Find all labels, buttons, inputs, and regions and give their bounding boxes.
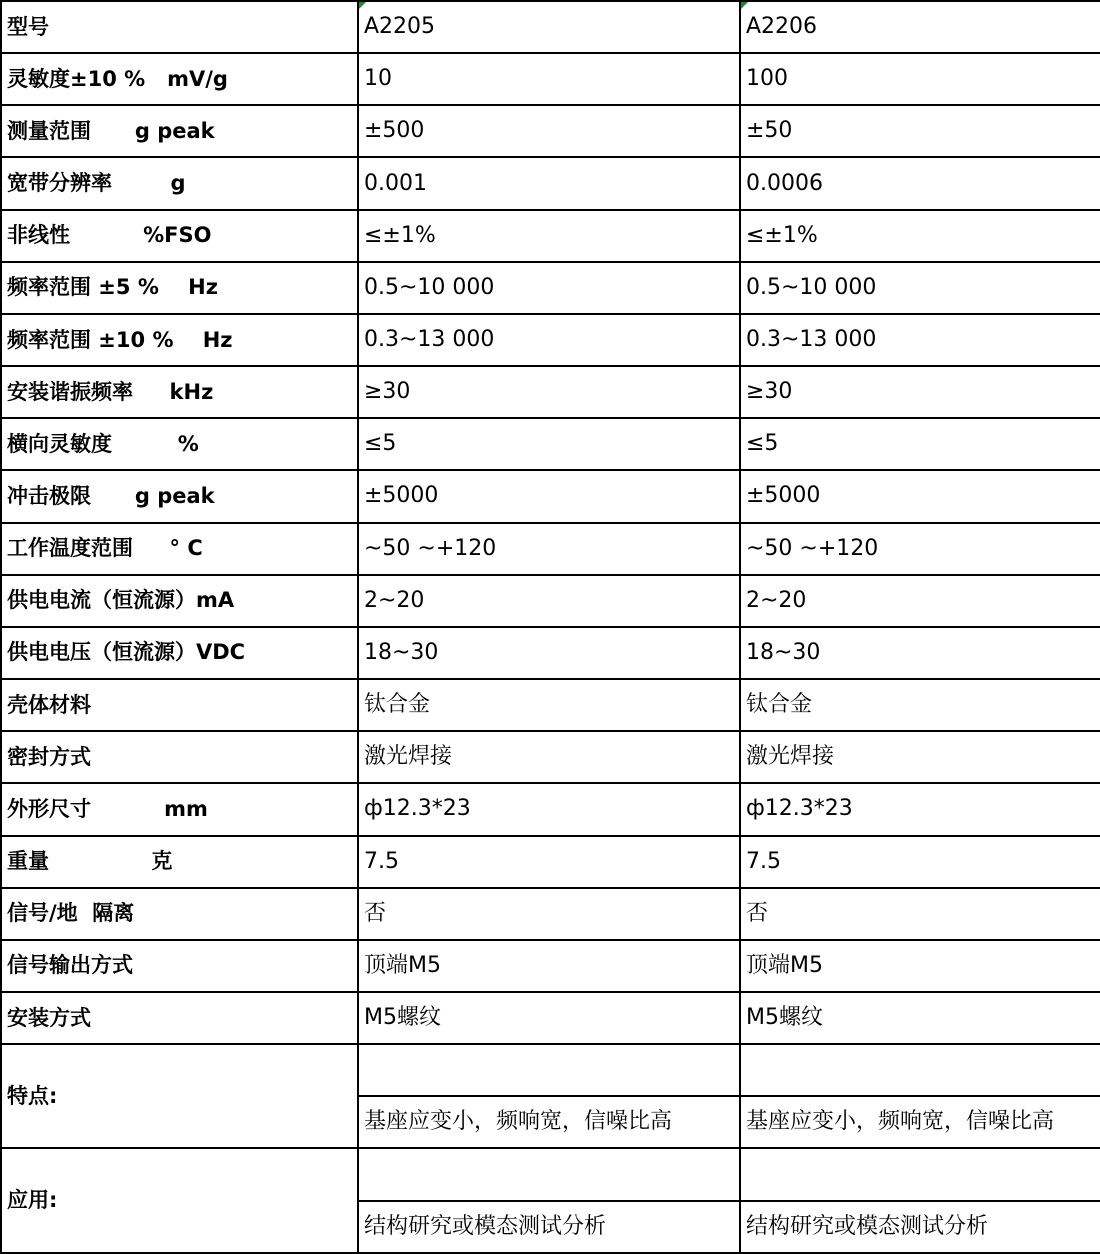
table-row bbox=[1, 731, 1100, 783]
row-value: ±5000 bbox=[740, 470, 1100, 522]
table-row bbox=[1, 1, 1100, 53]
row-value: ≥30 bbox=[358, 366, 740, 418]
table-row bbox=[1, 783, 1100, 835]
row-value: 0.3~13 000 bbox=[740, 314, 1100, 366]
row-value: M5螺纹 bbox=[358, 992, 740, 1044]
applications-empty-cell bbox=[740, 1148, 1100, 1200]
comment-marker-icon bbox=[359, 2, 366, 9]
features-label: 特点: bbox=[1, 1044, 358, 1148]
row-value: ф12.3*23 bbox=[740, 783, 1100, 835]
row-label: 外形尺寸 mm bbox=[1, 783, 358, 835]
row-label: 供电电流（恒流源）mA bbox=[1, 575, 358, 627]
row-value: 钛合金 bbox=[740, 679, 1100, 731]
row-value: 7.5 bbox=[740, 836, 1100, 888]
row-label: 横向灵敏度 % bbox=[1, 418, 358, 470]
comment-marker-icon bbox=[741, 2, 748, 9]
row-value: 18~30 bbox=[358, 627, 740, 679]
table-row bbox=[1, 210, 1100, 262]
row-label: 密封方式 bbox=[1, 731, 358, 783]
row-value: ф12.3*23 bbox=[358, 783, 740, 835]
row-value: A2206 bbox=[746, 14, 818, 40]
row-label: 安装方式 bbox=[1, 992, 358, 1044]
table-row bbox=[1, 679, 1100, 731]
table-row bbox=[1, 157, 1100, 209]
row-label: 频率范围 ±10 % Hz bbox=[1, 314, 358, 366]
row-label: 灵敏度±10 % mV/g bbox=[1, 53, 358, 105]
row-value: 激光焊接 bbox=[740, 731, 1100, 783]
applications-value: 结构研究或模态测试分析 bbox=[740, 1201, 1100, 1253]
table-row bbox=[1, 836, 1100, 888]
applications-value: 结构研究或模态测试分析 bbox=[358, 1201, 740, 1253]
row-value: 7.5 bbox=[358, 836, 740, 888]
table-row bbox=[1, 940, 1100, 992]
row-label: 安装谐振频率 kHz bbox=[1, 366, 358, 418]
table-row bbox=[1, 53, 1100, 105]
table-row bbox=[1, 314, 1100, 366]
row-label: 信号/地 隔离 bbox=[1, 888, 358, 940]
row-value: 2~20 bbox=[358, 575, 740, 627]
row-value: ±50 bbox=[740, 105, 1100, 157]
row-label: 信号输出方式 bbox=[1, 940, 358, 992]
row-value: 100 bbox=[740, 53, 1100, 105]
table-row bbox=[1, 992, 1100, 1044]
row-value: 否 bbox=[740, 888, 1100, 940]
features-row-top bbox=[1, 1044, 1100, 1096]
row-value: ≥30 bbox=[740, 366, 1100, 418]
features-value: 基座应变小，频响宽，信噪比高 bbox=[740, 1096, 1100, 1148]
row-label: 测量范围 g peak bbox=[1, 105, 358, 157]
row-value: ±5000 bbox=[358, 470, 740, 522]
row-label: 壳体材料 bbox=[1, 679, 358, 731]
row-value: 激光焊接 bbox=[358, 731, 740, 783]
table-row bbox=[1, 418, 1100, 470]
table-row bbox=[1, 470, 1100, 522]
row-value: 0.0006 bbox=[740, 157, 1100, 209]
row-label: 宽带分辨率 g bbox=[1, 157, 358, 209]
table-row bbox=[1, 627, 1100, 679]
features-value: 基座应变小，频响宽，信噪比高 bbox=[358, 1096, 740, 1148]
row-value: A2205 bbox=[364, 14, 436, 40]
table-row bbox=[1, 523, 1100, 575]
row-value: 2~20 bbox=[740, 575, 1100, 627]
model-a2206-cell bbox=[740, 1, 1100, 53]
applications-empty-cell bbox=[358, 1148, 740, 1200]
row-value: ±500 bbox=[358, 105, 740, 157]
row-value: ≤±1% bbox=[358, 210, 740, 262]
row-value: 顶端M5 bbox=[358, 940, 740, 992]
row-value: 否 bbox=[358, 888, 740, 940]
row-value: 18~30 bbox=[740, 627, 1100, 679]
row-value: ≤5 bbox=[740, 418, 1100, 470]
row-value: 0.3~13 000 bbox=[358, 314, 740, 366]
table-row bbox=[1, 888, 1100, 940]
row-value: 顶端M5 bbox=[740, 940, 1100, 992]
row-value: 10 bbox=[358, 53, 740, 105]
row-label: 型号 bbox=[1, 1, 358, 53]
row-value: 0.001 bbox=[358, 157, 740, 209]
row-value: M5螺纹 bbox=[740, 992, 1100, 1044]
row-label: 冲击极限 g peak bbox=[1, 470, 358, 522]
row-label: 工作温度范围 ° C bbox=[1, 523, 358, 575]
row-value: ~50 ~+120 bbox=[740, 523, 1100, 575]
features-empty-cell bbox=[358, 1044, 740, 1096]
row-label: 频率范围 ±5 % Hz bbox=[1, 262, 358, 314]
row-label: 非线性 %FSO bbox=[1, 210, 358, 262]
row-value: ≤±1% bbox=[740, 210, 1100, 262]
applications-row-top bbox=[1, 1148, 1100, 1200]
row-value: 钛合金 bbox=[358, 679, 740, 731]
row-label: 供电电压（恒流源）VDC bbox=[1, 627, 358, 679]
features-empty-cell bbox=[740, 1044, 1100, 1096]
row-value: 0.5~10 000 bbox=[740, 262, 1100, 314]
row-label: 重量 克 bbox=[1, 836, 358, 888]
model-a2205-cell bbox=[358, 1, 740, 53]
table-row bbox=[1, 262, 1100, 314]
table-row bbox=[1, 105, 1100, 157]
row-value: ≤5 bbox=[358, 418, 740, 470]
row-value: ~50 ~+120 bbox=[358, 523, 740, 575]
table-row bbox=[1, 575, 1100, 627]
table-row bbox=[1, 366, 1100, 418]
applications-label: 应用: bbox=[1, 1148, 358, 1253]
row-value: 0.5~10 000 bbox=[358, 262, 740, 314]
